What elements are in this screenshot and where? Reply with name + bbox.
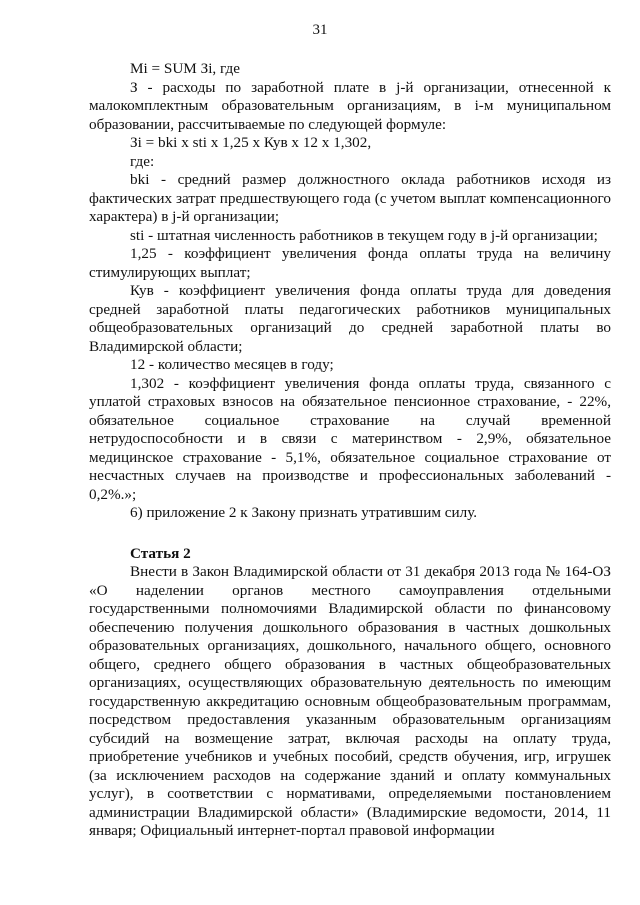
article-2-text: Внести в Закон Владимирской области от 31 декабря 2013 года № 164-ОЗ «О наделении органов местного самоуправления отдельными государственными полномочиями Владимирской области по финансовому обеспечению получения дошкольного образования в частных дошкольных образовательных организациях, дошкольного, начального общего, основного общего, среднего общего образования в частных общеобразовательных организациях, осуществляющих образовательную деятельность по имеющим государственную аккредитацию основным общеобразовательным программам, посредством предоставления указанным образовательным организациям субсидий на возмещение затрат, включая расходы на оплату труда, приобретение учебников и учебных пособий, средств обучения, игр, игрушек (за исключением расходов на содержание зданий и оплату коммунальных услуг), в соответствии с нормативами, определяемыми постановлением администрации Владимирской области» (Владимирские ведомости, 2014, 11 января; Официальный интернет-портал правовой информации [89,563,611,839]
paragraph-sti: sti - штатная численность работников в текущем году в j-й организации; [130,226,598,244]
paragraph-kuv: Кув - коэффициент увеличения фонда оплаты труда для доведения средней заработной платы педагогических работников муниципальных общеобразовательных организаций до средней заработной платы во Владимирской области; [89,282,611,355]
paragraph-z-definition: З - расходы по заработной плате в j-й организации, отнесенной к малокомплектным образовательным организациям, в i-м муниципальном образовании, рассчитываемые по следующей формуле: [89,78,611,133]
formula-z: Зi = bki х sti х 1,25 х Кув х 12 х 1,302, [130,134,372,151]
page-number: 31 [312,22,328,38]
paragraph-months: 12 - количество месяцев в году; [130,356,334,373]
paragraph-item-6: 6) приложение 2 к Закону признать утратившим силу. [130,504,478,521]
paragraph-coef-125: 1,25 - коэффициент увеличения фонда оплаты труда на величину стимулирующих выплат; [89,245,611,281]
paragraph-coef-1302: 1,302 - коэффициент увеличения фонда оплаты труда, связанного с уплатой страховых взносов на обязательное пенсионное страхование, - 22%, обязательное социальное страхование на случай временной нетрудоспособности и в связи с материнством - 2,9%, обязательное медицинское страхование - 5,1%, обязательное социальное страхование от несчастных случаев на производстве и профессиональных заболеваний - 0,2%.»; [89,374,611,503]
paragraph-bki: bki - средний размер должностного оклада работников исходя из фактических затрат предшествующего года (с учетом выплат компенсационного характера) в j-й организации; [89,171,611,225]
article-2-heading: Статья 2 [130,544,191,562]
where-label: где: [130,152,155,170]
formula-m: Mi = SUM Зi, где [130,60,240,77]
document-body [89,60,611,841]
